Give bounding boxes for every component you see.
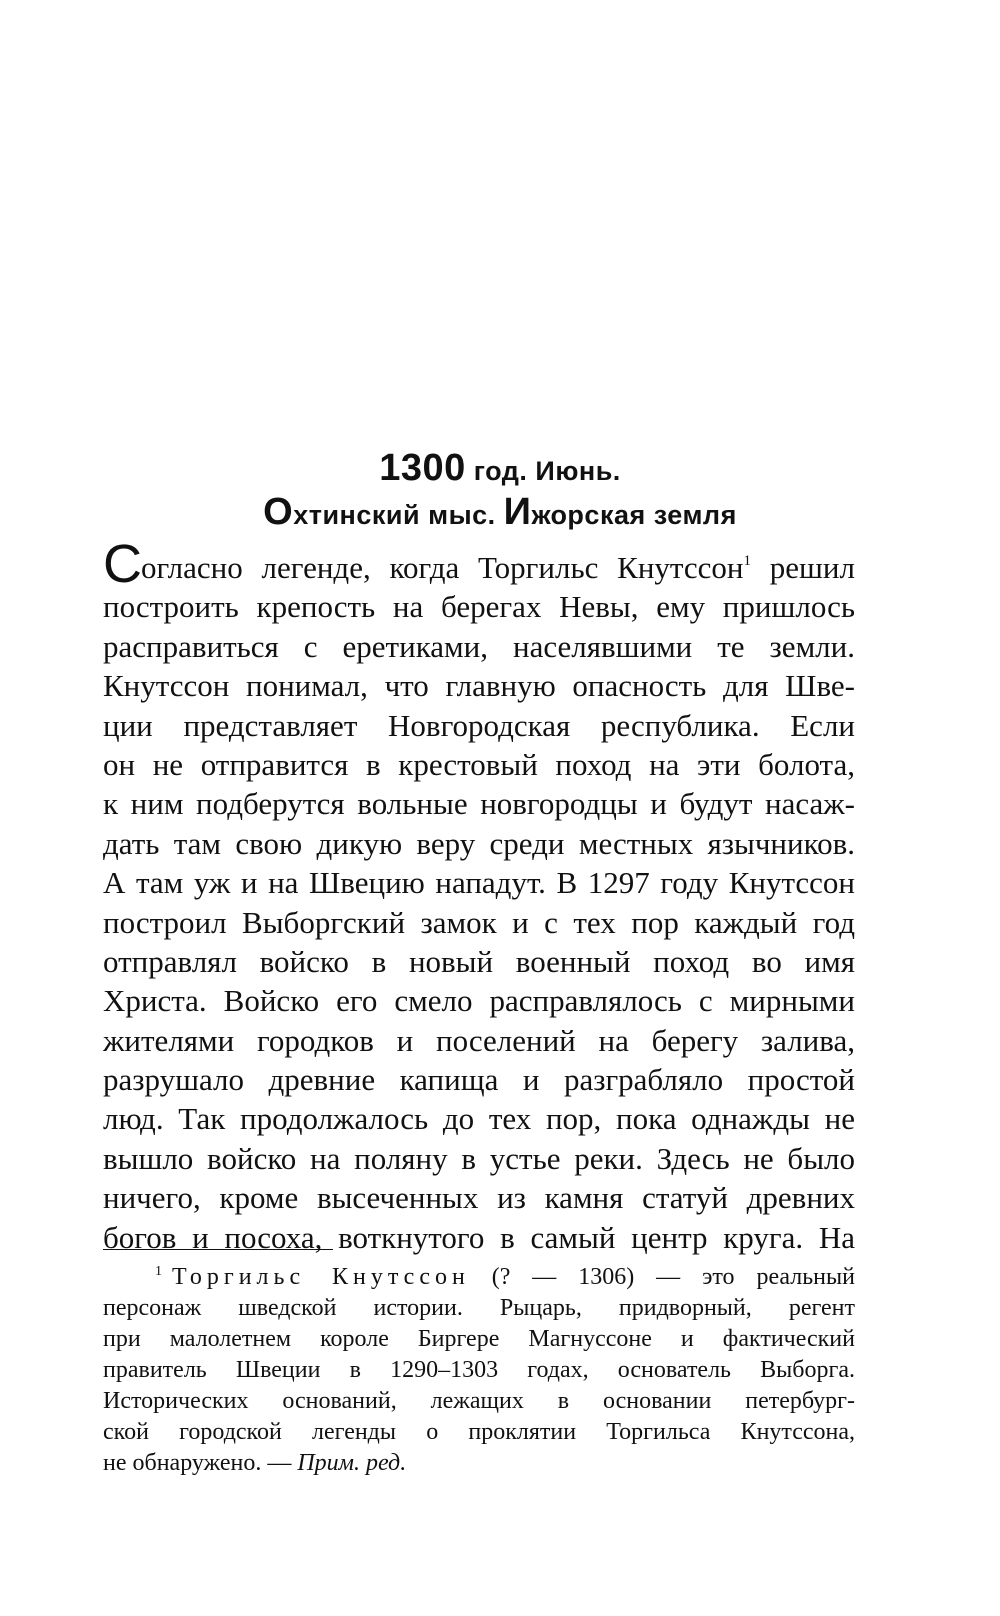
footnote-line-rest: (? — 1306) — это реальный bbox=[469, 1264, 855, 1290]
body-line: А там уж и на Швецию нападут. В 1297 году Кнутссон bbox=[103, 865, 855, 901]
body-line: построил Выборгский замок и с тех пор каждый год bbox=[103, 904, 855, 940]
body-line: жителями городков и поселений на берегу залива, bbox=[103, 1022, 855, 1058]
body-line: разрушало древние капища и разграбляло простой bbox=[103, 1062, 855, 1098]
footnote bbox=[103, 1262, 855, 1479]
footnote-line bbox=[103, 1448, 855, 1479]
footnote-marker: 1 bbox=[155, 1264, 162, 1279]
body-line: вышло войско на поляну в устье реки. Здесь не было bbox=[103, 1140, 855, 1176]
heading-year: 1300 bbox=[379, 447, 466, 489]
body-line: люд. Так продолжалось до тех пор, пока однажды не bbox=[103, 1101, 855, 1137]
footnote-name: Торгильс Кнутссон bbox=[172, 1264, 470, 1290]
body-line: построить крепость на берегах Невы, ему пришлось bbox=[103, 589, 855, 625]
footnote-line bbox=[103, 1262, 855, 1293]
footnote-last-text: не обнаружено. — bbox=[103, 1450, 298, 1476]
footnote-divider bbox=[103, 1249, 333, 1250]
body-line: ции представляет Новгородская республика. Если bbox=[103, 707, 855, 743]
heading-place-rest-2: жорская земля bbox=[531, 500, 737, 530]
drop-cap: С bbox=[103, 534, 140, 594]
body-line: дать там свою дикую веру среди местных язычников. bbox=[103, 825, 855, 861]
footnote-line: персонаж шведской истории. Рыцарь, придворный, регент bbox=[103, 1295, 855, 1321]
body-line: расправиться с еретиками, населявшими те земли. bbox=[103, 628, 855, 664]
footnote-line: Исторических оснований, лежащих в основании петербург- bbox=[103, 1388, 855, 1414]
body-line: отправлял войско в новый военный поход во имя bbox=[103, 943, 855, 979]
editor-note: Прим. ред. bbox=[297, 1450, 407, 1476]
heading-place-cap-2: И bbox=[503, 491, 532, 533]
body-paragraph bbox=[103, 534, 855, 1257]
body-line: он не отправится в крестовый поход на эти болота, bbox=[103, 746, 855, 782]
heading-place-rest-1: хтинский мыс. bbox=[293, 500, 504, 530]
chapter-heading-date bbox=[0, 447, 1000, 492]
body-line: богов и посоха, воткнутого в самый центр круга. На bbox=[103, 1219, 855, 1255]
body-line: к ним подберутся вольные новгородцы и будут насаж- bbox=[103, 786, 855, 822]
heading-month: год. Июнь. bbox=[465, 456, 621, 486]
footnote-line: правитель Швеции в 1290–1303 годах, основатель Выборга. bbox=[103, 1357, 855, 1383]
body-line-tail: решил bbox=[750, 550, 855, 585]
footnote-reference[interactable]: 1 bbox=[743, 553, 751, 569]
body-line bbox=[103, 534, 855, 594]
heading-place-cap-1: О bbox=[263, 491, 294, 533]
body-line: Христа. Войско его смело расправлялось с мирными bbox=[103, 983, 855, 1019]
body-line: Кнутссон понимал, что главную опасность для Шве- bbox=[103, 668, 855, 704]
footnote-line: при малолетнем короле Биргере Магнуссоне и фактический bbox=[103, 1326, 855, 1352]
footnote-line: ской городской легенды о проклятии Торгильса Кнутссона, bbox=[103, 1419, 855, 1445]
body-line: ничего, кроме высеченных из камня статуй древних bbox=[103, 1180, 855, 1216]
chapter-heading-place bbox=[0, 491, 1000, 536]
body-line-text: огласно легенде, когда Торгильс Кнутссон bbox=[141, 550, 744, 585]
